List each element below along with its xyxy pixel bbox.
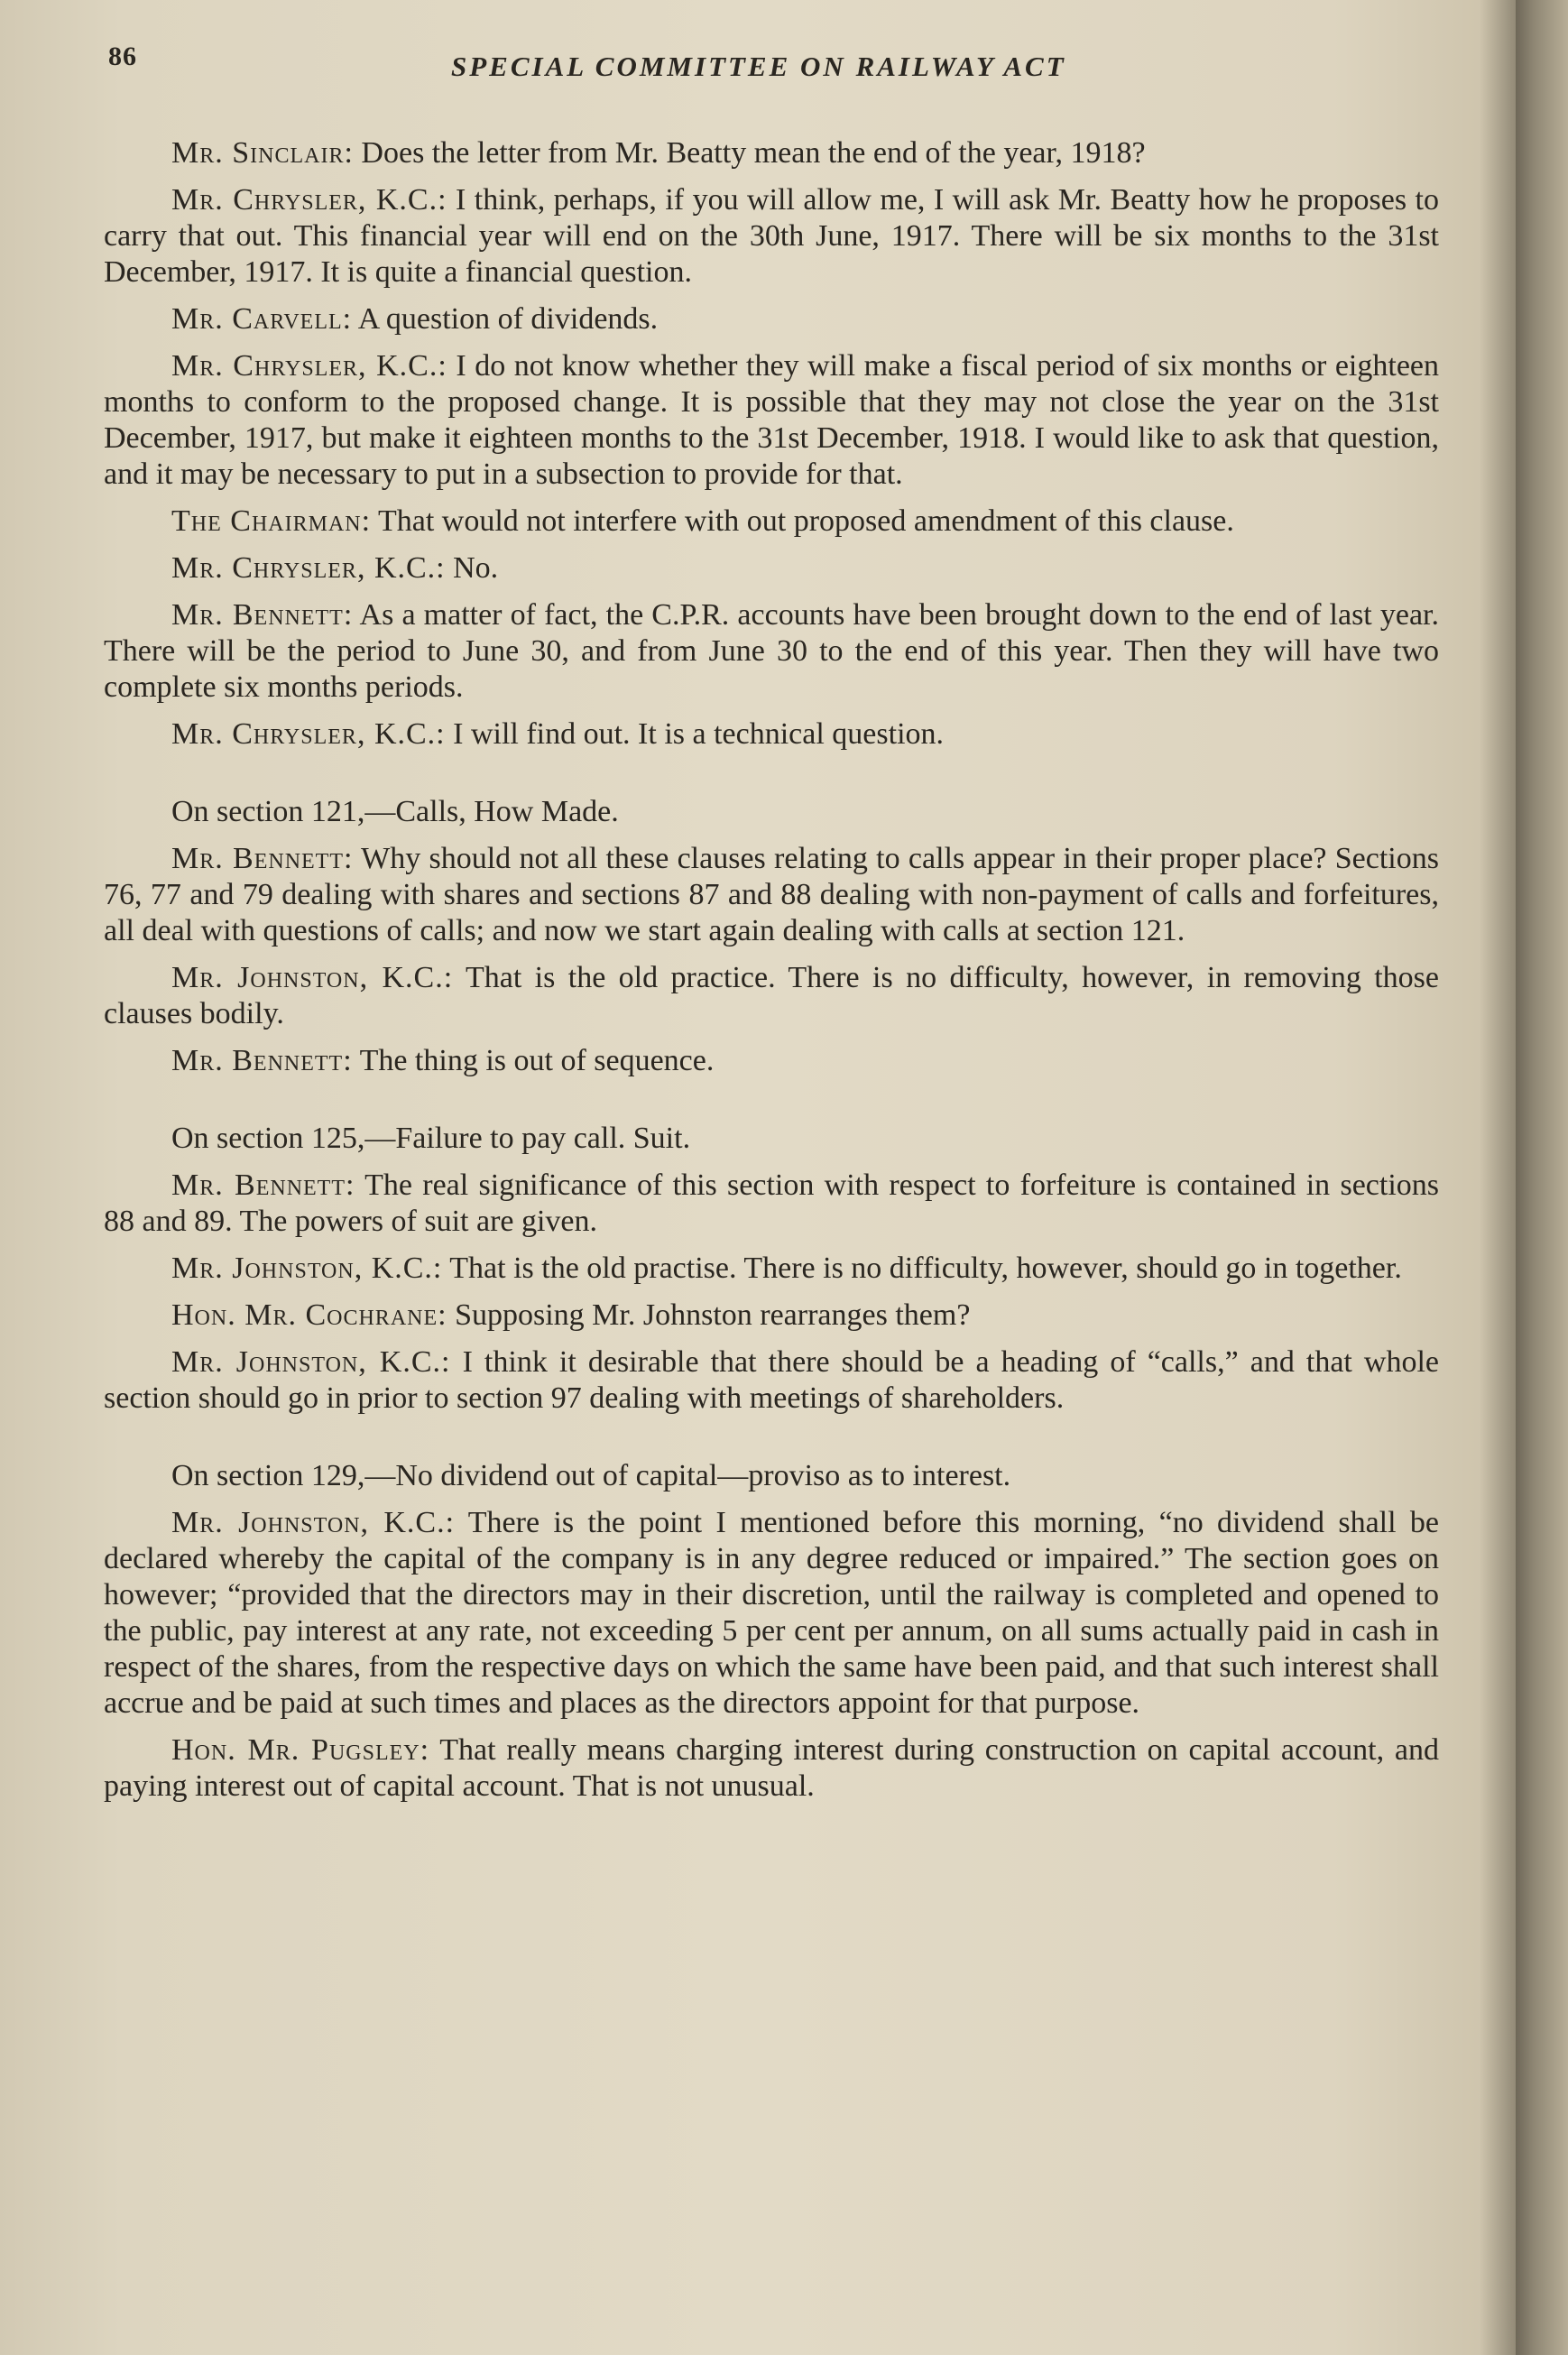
speech-text: No. [453, 551, 499, 585]
running-title: SPECIAL COMMITTEE ON RAILWAY ACT [451, 51, 1066, 82]
speaker-name: Mr. Johnston, K.C.: [171, 1251, 443, 1285]
speech-text: Supposing Mr. Johnston rearranges them? [455, 1298, 971, 1332]
binding-shadow [1480, 0, 1516, 2355]
speech-paragraph [104, 960, 1439, 1032]
speech-paragraph [104, 1043, 1439, 1079]
speech-paragraph [104, 135, 1439, 171]
speech-paragraph [104, 550, 1439, 586]
speech-paragraph [104, 503, 1439, 540]
speech-paragraph [104, 1298, 1439, 1334]
speaker-name: Mr. Johnston, K.C.: [171, 1506, 456, 1539]
speaker-name: Hon. Mr. Cochrane: [171, 1298, 447, 1332]
speaker-name: Mr. Johnston, K.C.: [171, 1345, 451, 1379]
section-heading: On section 121,—Calls, How Made. [171, 795, 619, 828]
speaker-name: Mr. Sinclair: [171, 136, 354, 170]
speaker-name: Mr. Chrysler, K.C.: [171, 183, 447, 217]
speech-paragraph [104, 348, 1439, 493]
speech-text: I do not know whether they will make a fiscal period of six months or eighteen months to conform to the proposed change. It is possible that they may not close the year on the 31st December, 1917, but make it eighteen months to the 31st December, 1918. I would like to ask that question, and it may be necessary to put in a subsection to provide for that. [104, 349, 1439, 491]
speaker-name: Mr. Carvell: [171, 302, 353, 336]
speech-text: I will find out. It is a technical question. [453, 717, 945, 751]
speaker-name: Mr. Johnston, K.C.: [171, 961, 454, 994]
speech-paragraph [104, 182, 1439, 291]
page-body [104, 135, 1439, 1815]
page-number: 86 [108, 42, 137, 71]
speech-text: I think it desirable that there should be a heading of “calls,” and that whole section should go in prior to section 97 dealing with meetings of shareholders. [104, 1345, 1440, 1415]
speech-text: I think, perhaps, if you will allow me, I will ask Mr. Beatty how he proposes to carry that out. This financial year will end on the 30th June, 1917. There will be six months to the 31st December, 1917. It is quite a financial question. [104, 183, 1440, 289]
speech-text: There is the point I mentioned before this morning, “no dividend shall be declared whereby the capital of the company is in any degree reduced or impaired.” The section goes on however; “provided that the directors may in their discretion, until the railway is completed and opened to the public, pay interest at any rate, not exceeding 5 per cent per annum, on all sums actually paid in cash in respect of the shares, from the respective days on which the same have been paid, and that such interest shall accrue and be paid at such times and places as the directors appoint for that purpose. [104, 1506, 1439, 1720]
speaker-name: Mr. Bennett: [171, 842, 354, 875]
speaker-name: Mr. Bennett: [171, 1044, 353, 1077]
speech-paragraph [104, 841, 1439, 949]
speech-text: The thing is out of sequence. [359, 1044, 715, 1077]
speech-paragraph [104, 1732, 1439, 1805]
speaker-name: The Chairman: [171, 504, 372, 538]
speech-paragraph [104, 1344, 1439, 1417]
speech-text: That really means charging interest during construction on capital account, and paying interest out of capital account. That is not unusual. [104, 1733, 1439, 1803]
speech-text: That is the old practise. There is no difficulty, however, should go in together. [449, 1251, 1402, 1285]
speech-paragraph [104, 301, 1439, 337]
speaker-name: Mr. Bennett: [171, 598, 354, 632]
speech-paragraph [104, 597, 1439, 706]
speech-paragraph [104, 716, 1439, 753]
speech-text: Why should not all these clauses relating to calls appear in their proper place? Sections 76, 77 and 79 dealing with shares and sections 87 and 88 dealing with non-payment of calls and forfeitures, all deal with questions of calls; and now we start again dealing with calls at section 121. [104, 842, 1439, 947]
speech-text: As a matter of fact, the C.P.R. accounts have been brought down to the end of last year. There will be the period to June 30, and from June 30 to the end of this year. Then they will have two complete six months periods. [104, 598, 1440, 704]
book-binding-edge [1516, 0, 1568, 2355]
speech-text: A question of dividends. [357, 302, 659, 336]
speech-paragraph [104, 1251, 1439, 1287]
section-heading: On section 125,—Failure to pay call. Suit. [171, 1122, 691, 1155]
section-heading: On section 129,—No dividend out of capital—proviso as to interest. [171, 1459, 1011, 1492]
speaker-name: Mr. Bennett: [171, 1168, 355, 1202]
speaker-name: Mr. Chrysler, K.C.: [171, 717, 446, 751]
speaker-name: Mr. Chrysler, K.C.: [171, 349, 447, 383]
speech-paragraph [104, 1168, 1439, 1240]
speech-paragraph [104, 1505, 1439, 1722]
speech-text: The real significance of this section with respect to forfeiture is contained in sections 88 and 89. The powers of suit are given. [104, 1168, 1439, 1238]
page-header [108, 36, 1434, 90]
speech-text: That would not interfere with out proposed amendment of this clause. [377, 504, 1234, 538]
speaker-name: Hon. Mr. Pugsley: [171, 1733, 430, 1767]
speech-text: That is the old practice. There is no difficulty, however, in removing those clauses bodily. [104, 961, 1440, 1030]
speech-text: Does the letter from Mr. Beatty mean the end of the year, 1918? [361, 136, 1146, 170]
speaker-name: Mr. Chrysler, K.C.: [171, 551, 446, 585]
